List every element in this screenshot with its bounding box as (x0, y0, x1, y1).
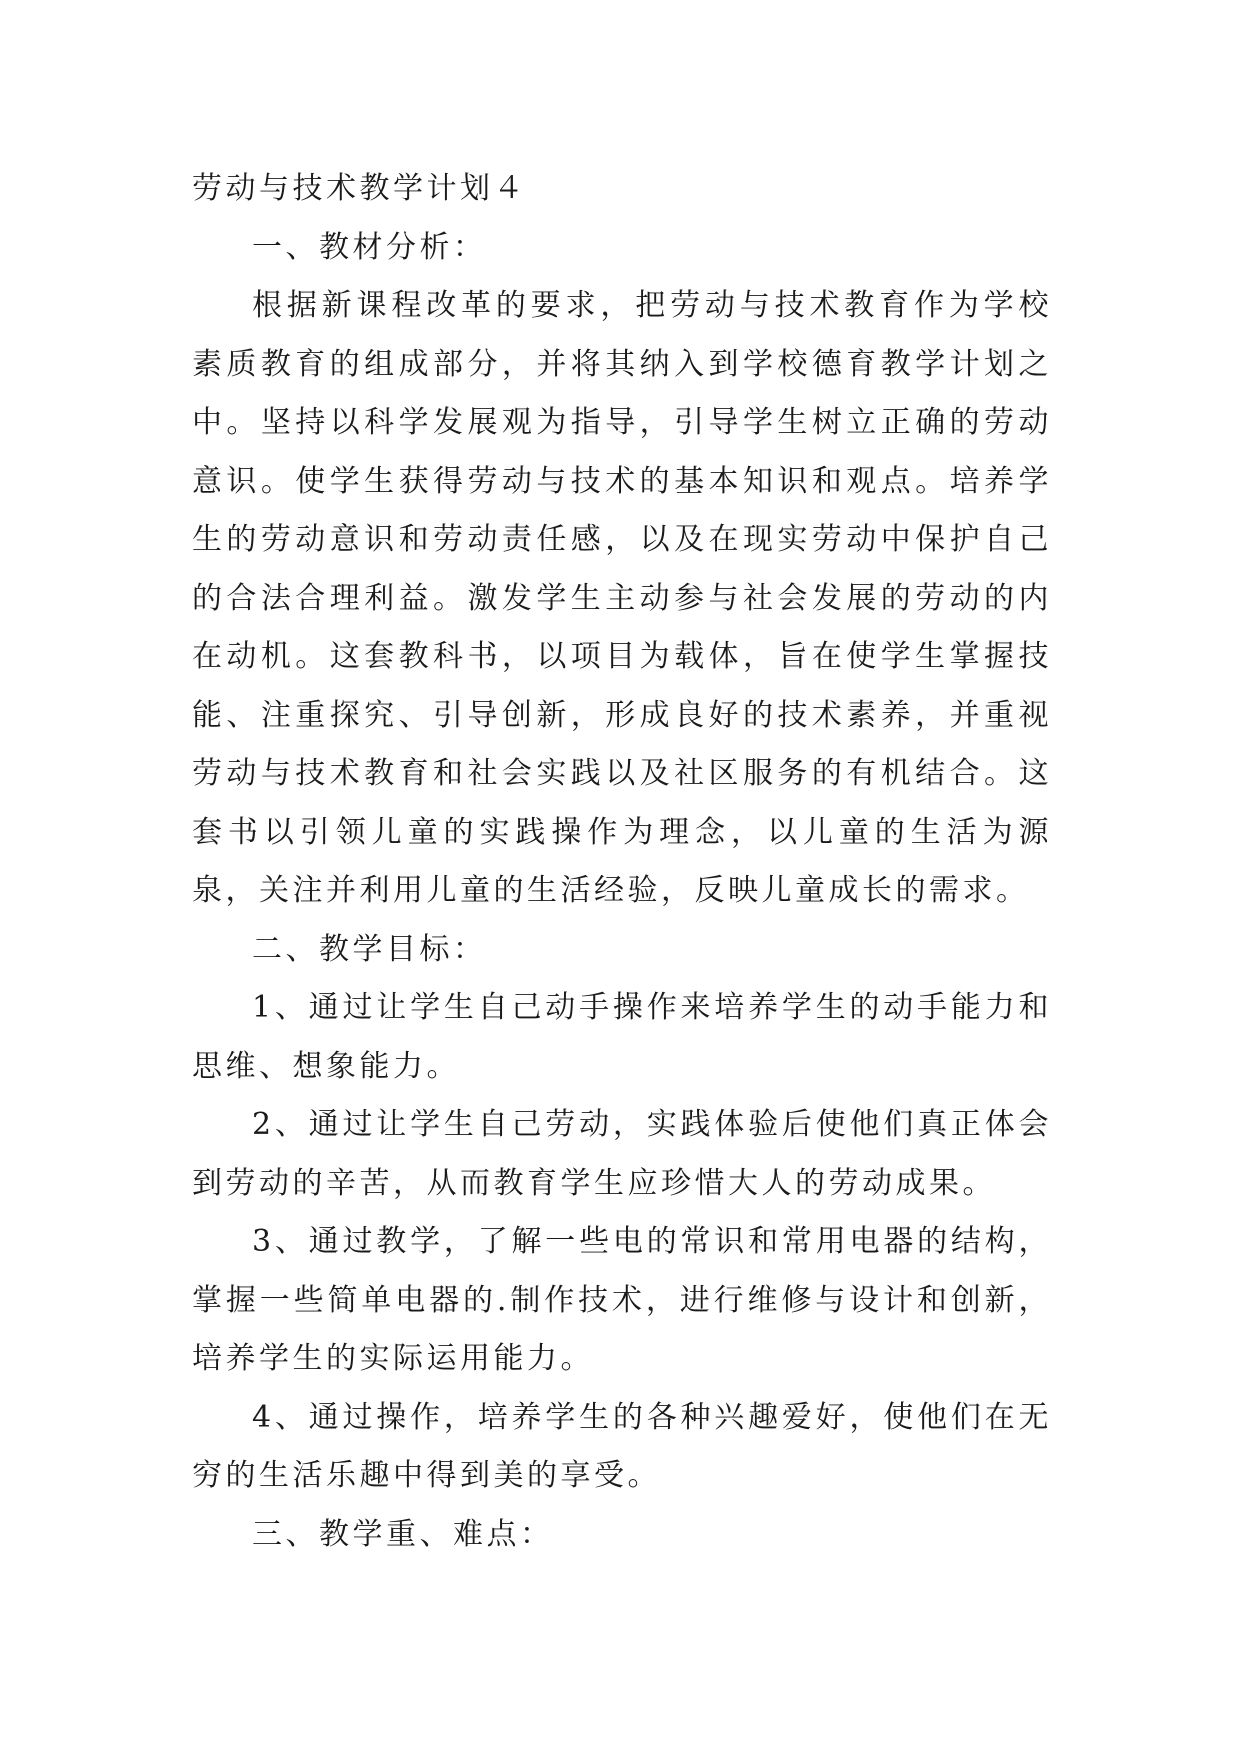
document-title: 劳动与技术教学计划４ (192, 171, 527, 206)
goal-item-2: 2、通过让学生自己劳动，实践体验后使他们真正体会到劳动的辛苦，从而教育学生应珍惜大人的劳动成果。 (192, 1107, 1052, 1201)
document-body (192, 160, 1052, 1564)
paragraph-textbook-analysis: 根据新课程改革的要求，把劳动与技术教育作为学校素质教育的组成部分，并将其纳入到学校德育教学计划之中。坚持以科学发展观为指导，引导学生树立正确的劳动意识。使学生获得劳动与技术的基本知识和观点。培养学生的劳动意识和劳动责任感，以及在现实劳动中保护自己的合法合理利益。激发学生主动参与社会发展的劳动的内在动机。这套教科书，以项目为载体，旨在使学生掌握技能、注重探究、引导创新，形成良好的技术素养，并重视劳动与技术教育和社会实践以及社区服务的有机结合。这套书以引领儿童的实践操作为理念，以儿童的生活为源泉，关注并利用儿童的生活经验，反映儿童成长的需求。 (192, 288, 1052, 908)
goal-item-4: 4、通过操作，培养学生的各种兴趣爱好，使他们在无穷的生活乐趣中得到美的享受。 (192, 1399, 1052, 1493)
section-heading-textbook-analysis: 一、教材分析： (252, 229, 487, 265)
section-heading-key-points: 三、教学重、难点： (252, 1516, 554, 1552)
goal-item-1: 1、通过让学生自己动手操作来培养学生的动手能力和思维、想象能力。 (192, 990, 1052, 1084)
goal-item-3: 3、通过教学，了解一些电的常识和常用电器的结构，掌握一些简单电器的.制作技术，进行维修与设计和创新，培养学生的实际运用能力。 (192, 1224, 1052, 1376)
section-heading-teaching-goals: 二、教学目标： (252, 931, 487, 967)
